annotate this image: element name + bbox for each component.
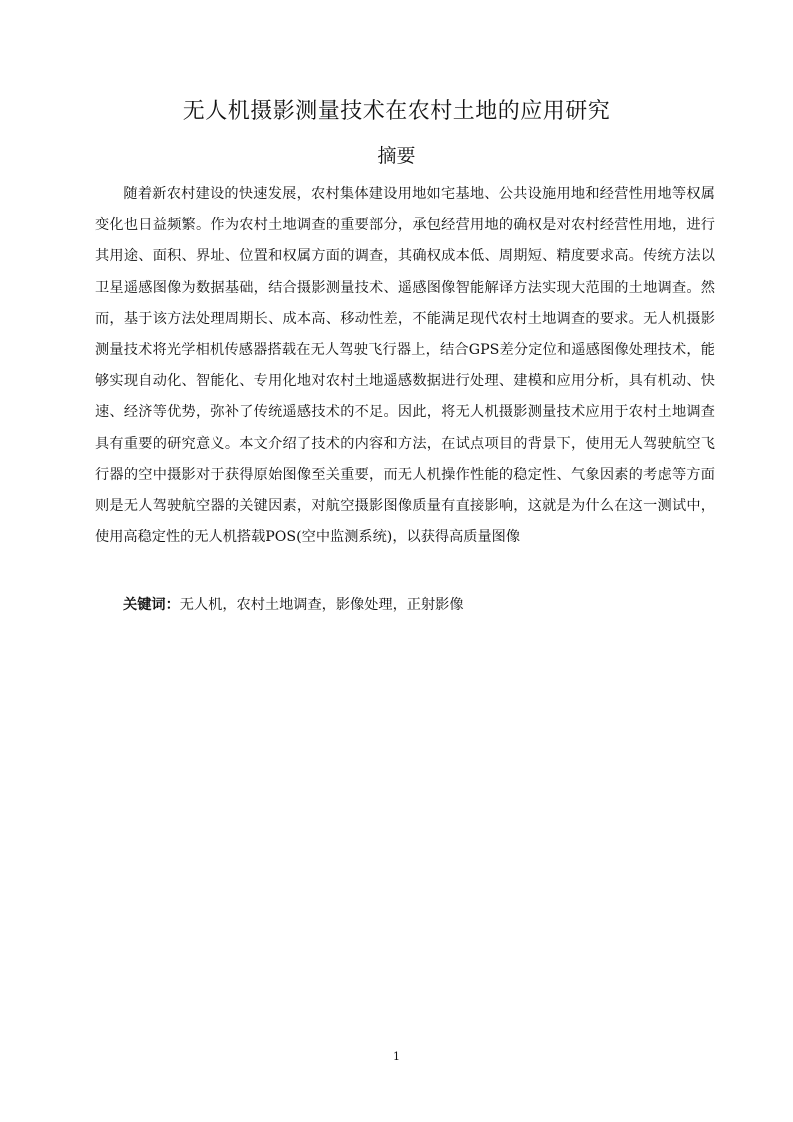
document-title: 无人机摄影测量技术在农村土地的应用研究 <box>182 99 611 124</box>
keywords-text: 无人机，农村土地调查，影像处理，正射影像 <box>179 597 464 613</box>
abstract-paragraph: 随着新农村建设的快速发展，农村集体建设用地如宅基地、公共设施用地和经营性用地等权属变化也日益频繁。作为农村土地调查的重要部分，承包经营用地的确权是对农村经营性用地，进行其用途、面积、界址、位置和权属方面的调查，其确权成本低、周期短、精度要求高。传统方法以卫星遥感图像为数据基础，结合摄影测量技术、遥感图像智能解译方法实现大范围的土地调查。然而，基于该方法处理周期长、成本高、移动性差，不能满足现代农村土地调查的要求。无人机摄影测量技术将光学相机传感器搭载在无人驾驶飞行器上，结合GPS差分定位和遥感图像处理技术，能够实现自动化、智能化、专用化地对农村土地遥感数据进行处理、建模和应用分析，具有机动、快速、经济等优势，弥补了传统遥感技术的不足。因此，将无人机摄影测量技术应用于农村土地调查具有重要的研究意义。本文介绍了技术的内容和方法，在试点项目的背景下，使用无人驾驶航空飞行器的空中摄影对于获得原始图像至关重要，而无人机操作性能的稳定性、气象因素的考虑等方面则是无人驾驶航空器的关键因素，对航空摄影图像质量有直接影响，这就是为什么在这一测试中，使用高稳定性的无人机搭载POS(空中监测系统)，以获得高质量图像 <box>95 186 715 546</box>
keywords-line <box>123 590 715 621</box>
page-number: 1 <box>393 1050 400 1063</box>
keywords-label: 关键词： <box>123 597 180 613</box>
abstract-heading: 摘要 <box>377 145 416 167</box>
